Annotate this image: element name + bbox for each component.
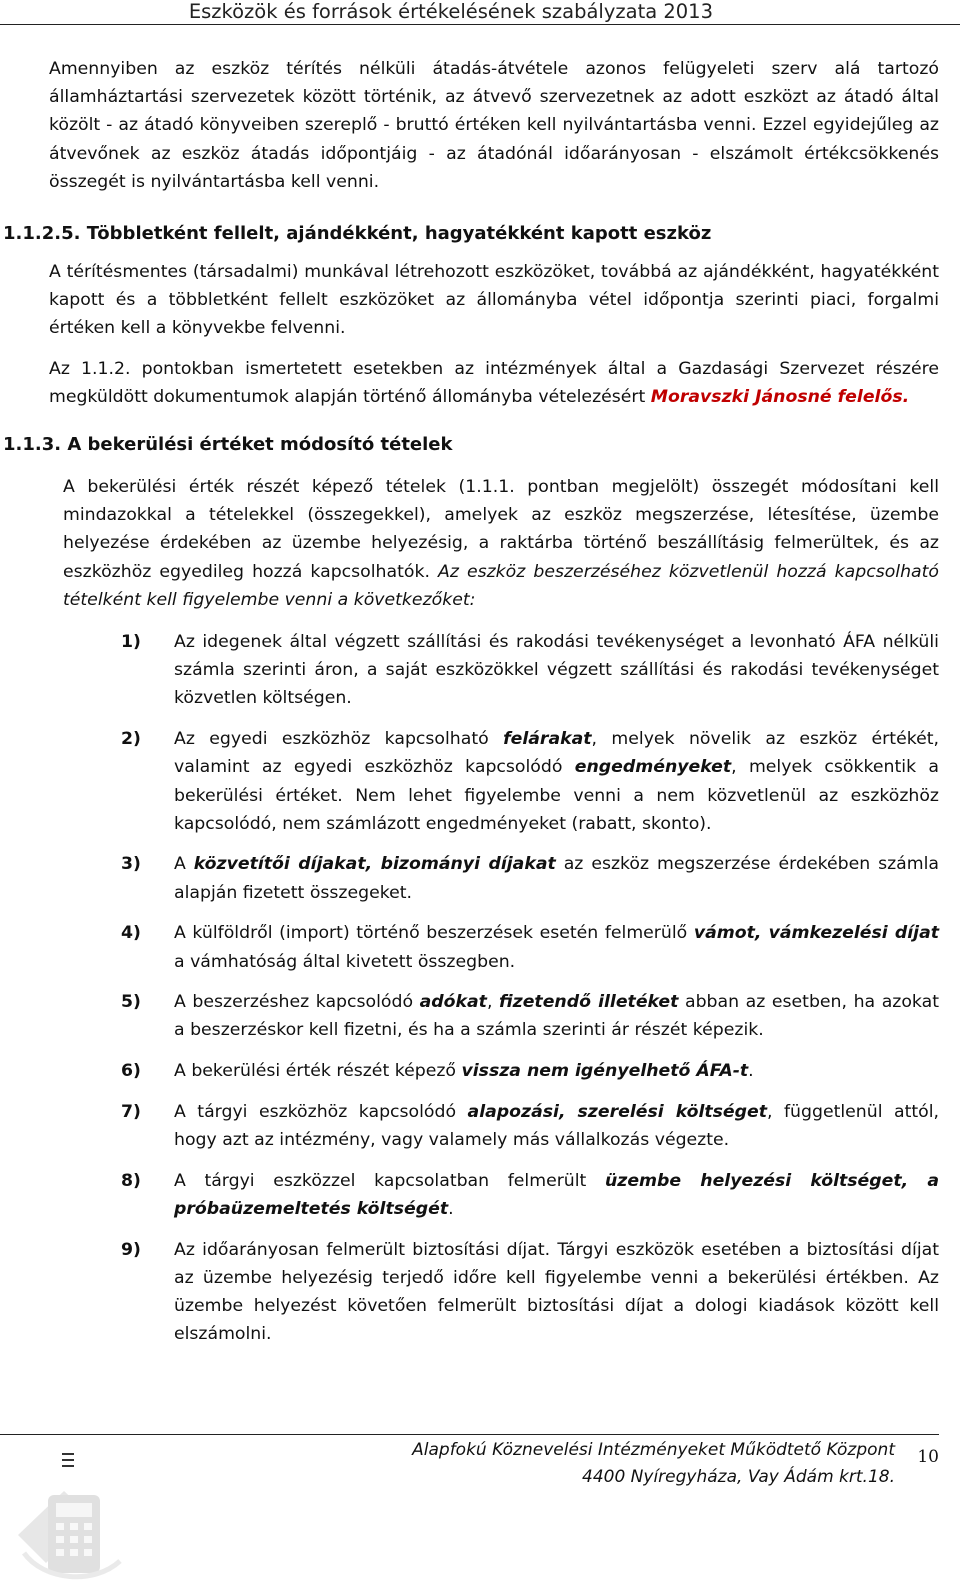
heading-1125: 1.1.2.5. Többletként fellelt, ajándékként, hagyatékként kapott eszköz [3, 223, 712, 245]
list-item-emphasis: közvetítői díjakat, bizományi díjakat [193, 854, 556, 875]
list-item-text: A külföldről (import) történő beszerzések esetén felmerülő [174, 923, 694, 944]
list-item-emphasis: engedményeket [574, 757, 732, 778]
paragraph-responsibility [49, 355, 939, 411]
list-item-emphasis: alapozási, szerelési költséget [467, 1101, 767, 1122]
cost-item-list [49, 628, 939, 1348]
list-item-number: 8) [121, 1170, 141, 1191]
list-item [49, 850, 939, 906]
cost-items-italic: Az eszköz beszerzéséhez közvetlenül hozzá kapcsolható tételként kell figyelembe venni a következőket: [63, 561, 939, 610]
list-item-number: 2) [121, 729, 141, 750]
list-item-text: . [448, 1199, 454, 1219]
list-item-text: Az idegenek által végzett szállítási és rakodási tevékenységet a levonható ÁFA nélküli számla szerinti áron, a saját eszközökkel végzett szállítási és rakodási tevékenységet közvetlen költségen. [174, 632, 939, 709]
list-item-text: Az időarányosan felmerült biztosítási díjat. Tárgyi eszközök esetében a biztosítási díjat az üzembe helyezésig terjedő időre kell figyelembe venni a bekerülési értékben. Az üzembe helyezést követően felmerült biztosítási díjat a dologi kiadások között kell elszámolni. [174, 1239, 939, 1345]
footer-org-name: Alapfokú Köznevelési Intézményeket Működtető Központ [412, 1440, 895, 1460]
list-item-text: Az egyedi eszközhöz kapcsolható [174, 729, 504, 750]
list-item-text: , [486, 992, 500, 1013]
list-item-number: 7) [121, 1101, 141, 1122]
list-item-text: . [748, 1061, 754, 1082]
header-title: Eszközök és források értékelésének szabályzata 2013 [188, 0, 713, 23]
list-item-text: A [174, 854, 194, 875]
list-item-emphasis: fizetendő illetéket [499, 992, 679, 1013]
list-item [49, 1057, 939, 1085]
footer-address: 4400 Nyíregyháza, Vay Ádám krt.18. [582, 1467, 895, 1487]
paragraph-cost-items [63, 473, 939, 614]
responsible-person: Moravszki Jánosné felelős. [650, 386, 910, 407]
paragraph-transfer: Amennyiben az eszköz térítés nélküli átadás-átvétele azonos felügyeleti szerv alá tartozó államháztartási szervezetek között történik, az átvevő szervezetnek az adott eszközt az átadó által közölt - az átadó könyveiben szereplő - bruttó értéken kell nyilvántartásba venni. Ezzel egyidejűleg az átvevőnek az eszköz átadás időpontjáig - az átadónál időarányosan - elszámolt értékcsökkenés összegét is nyilvántartásba kell venni. [49, 59, 939, 192]
list-item-text: A beszerzéshez kapcsolódó [174, 992, 420, 1013]
list-item-number: 3) [121, 854, 141, 875]
list-item-text: abban az esetben, ha azokat a beszerzéskor kell fizetni, és ha a számla szerinti ár részét képezik. [174, 992, 940, 1041]
footer-rule [0, 1434, 939, 1435]
footer-organization [412, 1437, 895, 1491]
list-item-number: 1) [121, 632, 141, 653]
list-item [49, 628, 939, 713]
list-item-emphasis: felárakat [503, 729, 592, 750]
cost-items-text: A bekerülési érték részét képező tételek (1.1.1. pontban megjelölt) összegét módosítani kell mindazokkal a tételekkel (összegekkel), amelyek az eszköz megszerzése, létesítése, üzembe helyezése érdekében az üzembe helyezésig, a raktárba történő beszállításig felmerültek, és az eszközhöz egyedileg hozzá kapcsolhatók. [63, 477, 939, 582]
heading-113: 1.1.3. A bekerülési értéket módosító tételek [3, 434, 453, 456]
list-item-text: , melyek növelik az eszköz értékét, valamint az egyedi eszközhöz kapcsolódó [174, 729, 939, 778]
list-item [49, 988, 939, 1044]
page-number: 10 [917, 1447, 939, 1467]
list-item-emphasis: üzembe helyezési költséget, a próbaüzemeltetés költségét [174, 1170, 939, 1219]
list-item-text: az eszköz megszerzése érdekében számla alapján fizetett összegeket. [174, 854, 939, 903]
responsibility-text: Az 1.1.2. pontokban ismertetett esetekben az intézmények által a Gazdasági Szervezet részére megküldött dokumentumok alapján történő állományba vételezésért [49, 358, 939, 407]
header-rule [0, 24, 960, 25]
page-header [0, 0, 960, 26]
document-body [3, 55, 940, 1361]
paragraph-gifted-assets: A térítésmentes (társadalmi) munkával létrehozott eszközöket, továbbá az ajándékként, hagyatékként kapott és a többletként fellelt eszközöket az állományba vétel időpontja szerinti piaci, forgalmi értéken kell a könyvekbe felvenni. [49, 262, 939, 339]
list-item-text: , melyek csökkentik a bekerülési értéket. Nem lehet figyelembe venni a nem közvetlenül az eszközhöz kapcsolódó, nem számlázott engedményeket (rabatt, skonto). [174, 757, 940, 834]
list-item-text: , függetlenül attól, hogy azt az intézmény, vagy valamely más vállalkozás végezte. [174, 1101, 939, 1151]
list-item [49, 1236, 939, 1349]
list-item-number: 9) [121, 1239, 141, 1260]
list-item-text: A tárgyi eszközzel kapcsolatban felmerült [174, 1170, 605, 1191]
list-item [49, 725, 939, 838]
list-item [49, 919, 939, 975]
list-item-number: 5) [121, 992, 141, 1013]
list-item-text: A bekerülési érték részét képező [174, 1061, 462, 1082]
list-item-number: 4) [121, 923, 141, 944]
list-item-text: a vámhatóság által kivetett összegben. [174, 951, 516, 972]
list-item-emphasis: adókat [419, 992, 487, 1013]
list-item [49, 1098, 939, 1154]
list-item-text: A tárgyi eszközhöz kapcsolódó [174, 1101, 468, 1122]
calculator-logo-icon [4, 1457, 130, 1587]
list-item-number: 6) [121, 1061, 141, 1082]
list-item-emphasis: vámot, vámkezelési díjat [693, 923, 939, 944]
list-item [49, 1167, 939, 1223]
list-item-emphasis: vissza nem igényelhető ÁFA-t [461, 1061, 749, 1082]
